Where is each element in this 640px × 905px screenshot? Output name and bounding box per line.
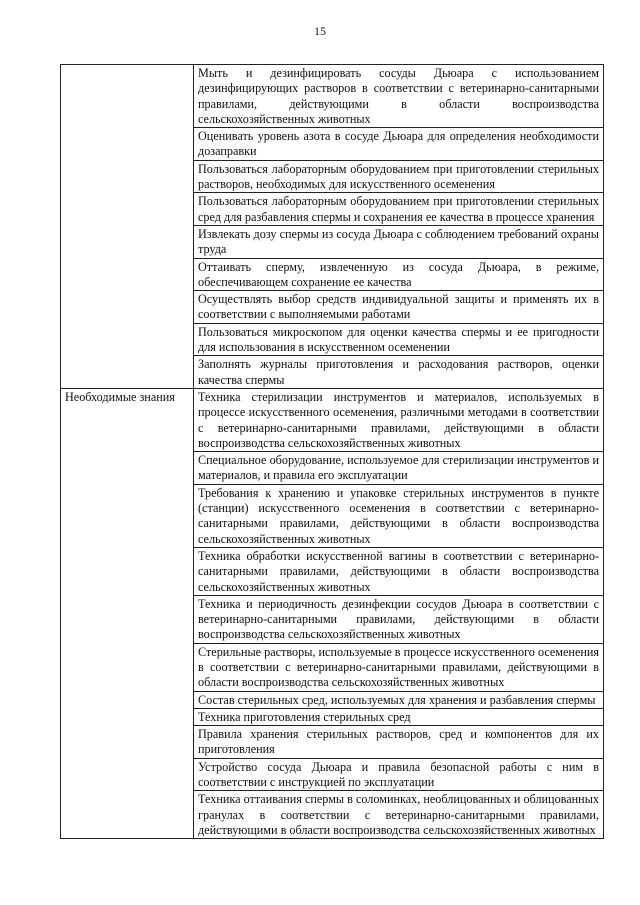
table-cell: Пользоваться микроскопом для оценки качества спермы и ее пригодности для использования в искусственном осеменении bbox=[194, 323, 604, 356]
table-cell: Заполнять журналы приготовления и расходования растворов, оценки качества спермы bbox=[194, 356, 604, 389]
section-label bbox=[61, 65, 194, 389]
table-cell: Стерильные растворы, используемые в процессе искусственного осеменения в соответствии с ветеринарно-санитарными правилами, действующими в области воспроизводства сельскохозяйственных животных bbox=[194, 643, 604, 691]
table-cell: Устройство сосуда Дьюара и правила безопасной работы с ним в соответствии с инструкцией по эксплуатации bbox=[194, 758, 604, 791]
table-row bbox=[61, 388, 604, 451]
table-cell: Извлекать дозу спермы из сосуда Дьюара с соблюдением требований охраны труда bbox=[194, 225, 604, 258]
table-cell: Техника оттаивания спермы в соломинках, необлицованных и облицованных гранулах в соответствии с ветеринарно-санитарными правилами, действующими в области воспроизводства сельскохозяйственных животных bbox=[194, 791, 604, 839]
section-label-knowledge: Необходимые знания bbox=[61, 388, 194, 838]
table-cell: Мыть и дезинфицировать сосуды Дьюара с использованием дезинфицирующих растворов в соответствии с ветеринарно-санитарными правилами, действующими в области воспроизводства сельскохозяйственных животных bbox=[194, 65, 604, 128]
table-cell: Пользоваться лабораторным оборудованием при приготовлении стерильных сред для разбавления спермы и сохранения ее качества в процессе хранения bbox=[194, 193, 604, 226]
table-cell: Техника и периодичность дезинфекции сосудов Дьюара в соответствии с ветеринарно-санитарными правилами, действующими в области воспроизводства сельскохозяйственных животных bbox=[194, 595, 604, 643]
page-number: 15 bbox=[314, 24, 326, 38]
table-cell: Состав стерильных сред, используемых для хранения и разбавления спермы bbox=[194, 691, 604, 708]
table-cell: Техника приготовления стерильных сред bbox=[194, 708, 604, 725]
table-cell: Техника обработки искусственной вагины в соответствии с ветеринарно-санитарными правилами, действующими в области воспроизводства сельскохозяйственных животных bbox=[194, 547, 604, 595]
table-row bbox=[61, 65, 604, 128]
table-cell: Пользоваться лабораторным оборудованием при приготовлении стерильных растворов, необходимых для искусственного осеменения bbox=[194, 160, 604, 193]
requirements-table bbox=[60, 64, 604, 839]
table-cell: Осуществлять выбор средств индивидуальной защиты и применять их в соответствии с выполняемыми работами bbox=[194, 291, 604, 324]
table-cell: Оценивать уровень азота в сосуде Дьюара для определения необходимости дозаправки bbox=[194, 128, 604, 161]
table-cell: Оттаивать сперму, извлеченную из сосуда Дьюара, в режиме, обеспечивающем сохранение ее качества bbox=[194, 258, 604, 291]
table-cell: Техника стерилизации инструментов и материалов, используемых в процессе искусственного осеменения, различными методами в соответствии с ветеринарно-санитарными правилами, действующими в области воспроизводства сельскохозяйственных животных bbox=[194, 388, 604, 451]
table-cell: Правила хранения стерильных растворов, сред и компонентов для их приготовления bbox=[194, 726, 604, 759]
table-cell: Специальное оборудование, используемое для стерилизации инструментов и материалов, и правила его эксплуатации bbox=[194, 452, 604, 485]
table-cell: Требования к хранению и упаковке стерильных инструментов в пункте (станции) искусственного осеменения в соответствии с ветеринарно-санитарными правилами, действующими в области воспроизводства сельскохозяйственных животных bbox=[194, 484, 604, 547]
